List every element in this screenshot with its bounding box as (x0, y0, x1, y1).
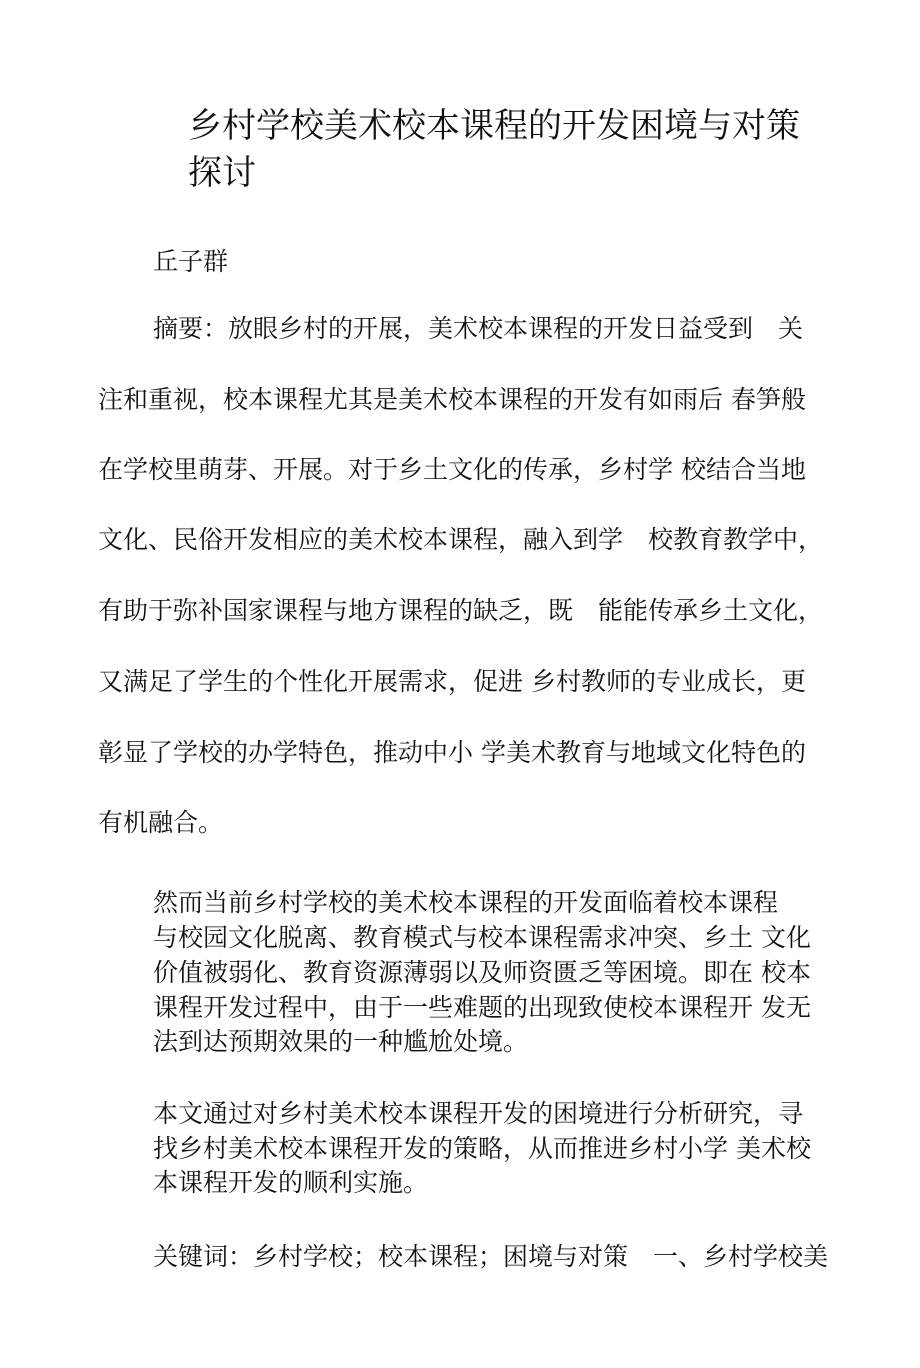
paragraph-line: 与校园文化脱离、教育模式与校本课程需求冲突、乡土 文化 (153, 923, 811, 952)
abstract-line: 在学校里萌芽、开展。对于乡土文化的传承，乡村学 校结合当地 (98, 455, 806, 484)
paragraph-line: 价值被弱化、教育资源薄弱以及师资匮乏等困境。即在 校本 (153, 958, 811, 987)
paragraph-line: 找乡村美术校本课程开发的策略，从而推进乡村小学 美术校 (153, 1134, 811, 1163)
paragraph-line: 法到达预期效果的一种尴尬处境。 (153, 1027, 529, 1056)
abstract-line: 又满足了学生的个性化开展需求，促进 乡村教师的专业成长，更 (98, 667, 806, 696)
abstract-line: 有机融合。 (98, 808, 224, 837)
title-line-1: 乡村学校美术校本课程的开发困境与对策 (188, 106, 800, 146)
abstract-line: 摘要：放眼乡村的开展，美术校本课程的开发日益受到 关 (153, 314, 804, 343)
paragraph-line: 课程开发过程中，由于一些难题的出现致使校本课程开 发无 (153, 993, 811, 1022)
author: 丘子群 (153, 247, 229, 276)
abstract-line: 文化、民俗开发相应的美术校本课程，融入到学 校教育教学中， (98, 525, 824, 554)
abstract-line: 注和重视，校本课程尤其是美术校本课程的开发有如雨后 春笋般 (98, 385, 806, 414)
keywords-line: 关键词：乡村学校；校本课程；困境与对策 一、乡村学校美 (153, 1242, 829, 1271)
abstract-line: 彰显了学校的办学特色，推动中小 学美术教育与地域文化特色的 (98, 738, 806, 767)
abstract-line: 有助于弥补国家课程与地方课程的缺乏，既 能能传承乡土文化， (98, 596, 824, 625)
paragraph-line: 本课程开发的顺利实施。 (153, 1168, 429, 1197)
paragraph-line: 本文通过对乡村美术校本课程开发的困境进行分析研究，寻 (153, 1099, 804, 1128)
title-line-2: 探讨 (188, 153, 256, 193)
paragraph-line: 然而当前乡村学校的美术校本课程的开发面临着校本课程 (153, 888, 779, 917)
